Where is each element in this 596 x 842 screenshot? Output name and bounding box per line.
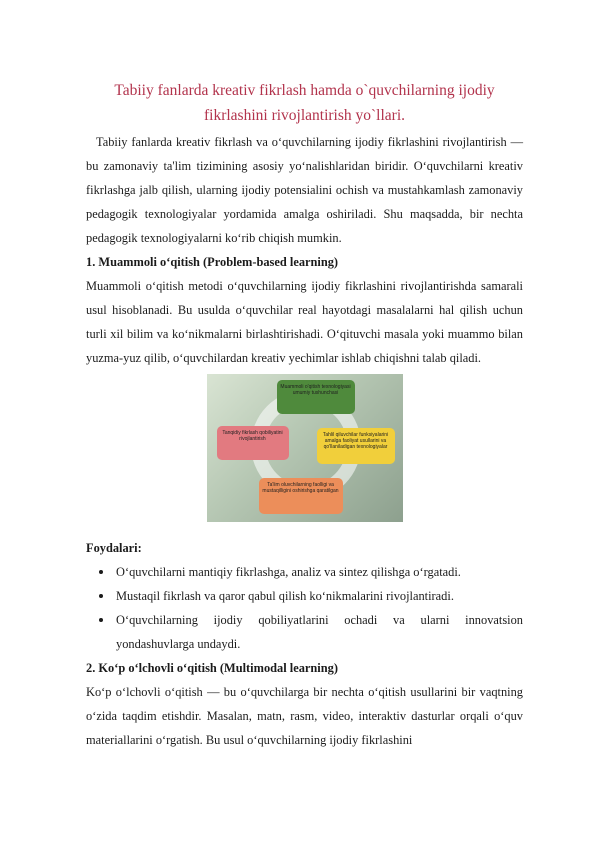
section-2-body: Ko‘p o‘lchovli o‘qitish — bu o‘quvchilarga bir nechta o‘qitish usullarini bir vaqtning o‘zida taqdim etishdir. Masalan, matn, rasm, video, interaktiv dasturlar orqali o‘quv materiallarini o‘rgatish. Bu usul o‘quvchilarning ijodiy fikrlashini — [86, 685, 523, 747]
list-item: O‘quvchilarni mantiqiy fikrlashga, analiz va sintez qilishga o‘rgatadi. — [116, 560, 523, 584]
list-item: Mustaqil fikrlash va qaror qabul qilish ko‘nikmalarini rivojlantiradi. — [116, 584, 523, 608]
diagram-box-bottom: Ta'lim oluvchilarning faolligi va mustaqilligini oshirishga qaratilgan — [259, 478, 343, 514]
page-title: Tabiiy fanlarda kreativ fikrlash hamda o`quvchilarning ijodiy fikrlashini rivojlantirish yo`llari. — [114, 82, 495, 124]
section-1-heading: 1. Muammoli o‘qitish (Problem-based learning) — [86, 255, 339, 269]
benefits-heading: Foydalari: — [86, 541, 142, 555]
problem-based-learning-diagram — [207, 374, 403, 522]
section-1-body: Muammoli o‘qitish metodi o‘quvchilarning ijodiy fikrlashini rivojlantirishda samarali usul hisoblanadi. Bu usulda o‘quvchilar real hayotdagi masalalarni hal qilish uchun turli xil bilim va ko‘nikmalarni birlashtirishadi. O‘qituvchi masala yoki muammo bilan yuzma-yuz qilib, o‘quvchilardan kreativ yechimlar ishlab chiqishni talab qiladi. — [86, 279, 523, 365]
benefits-list — [86, 560, 523, 656]
diagram-box-left: Tanqidiy fikrlash qobiliyatini rivojlantirish — [217, 426, 289, 460]
diagram-box-top: Muammoli o'qitish texnologiyasi umumiy tushunchasi — [277, 380, 355, 414]
diagram-box-right: Tahlil qiluvchilar funksiyalarini amalga faoliyat usullarini va qo'llaniladigan texnologiyalar — [317, 428, 395, 464]
list-item: O‘quvchilarning ijodiy qobiliyatlarini ochadi va ularni innovatsion yondashuvlarga undaydi. — [116, 608, 523, 656]
document-page — [86, 78, 523, 752]
intro-paragraph: Tabiiy fanlarda kreativ fikrlash va o‘quvchilarning ijodiy fikrlashini rivojlantirish — bu zamonaviy ta'lim tizimining asosiy yo‘nalishlaridan biridir. O‘quvchilarni kreativ fikrlashga jalb qilish, ularning ijodiy potensialini ochish va mustahkamlash zamonaviy pedagogik texnologiyalar yordamida amalga oshiriladi. Shu maqsadda, bir nechta pedagogik texnologiyalarni ko‘rib chiqish mumkin. — [86, 135, 523, 245]
section-2-heading: 2. Ko‘p o‘lchovli o‘qitish (Multimodal learning) — [86, 661, 338, 675]
spacer — [86, 528, 523, 536]
